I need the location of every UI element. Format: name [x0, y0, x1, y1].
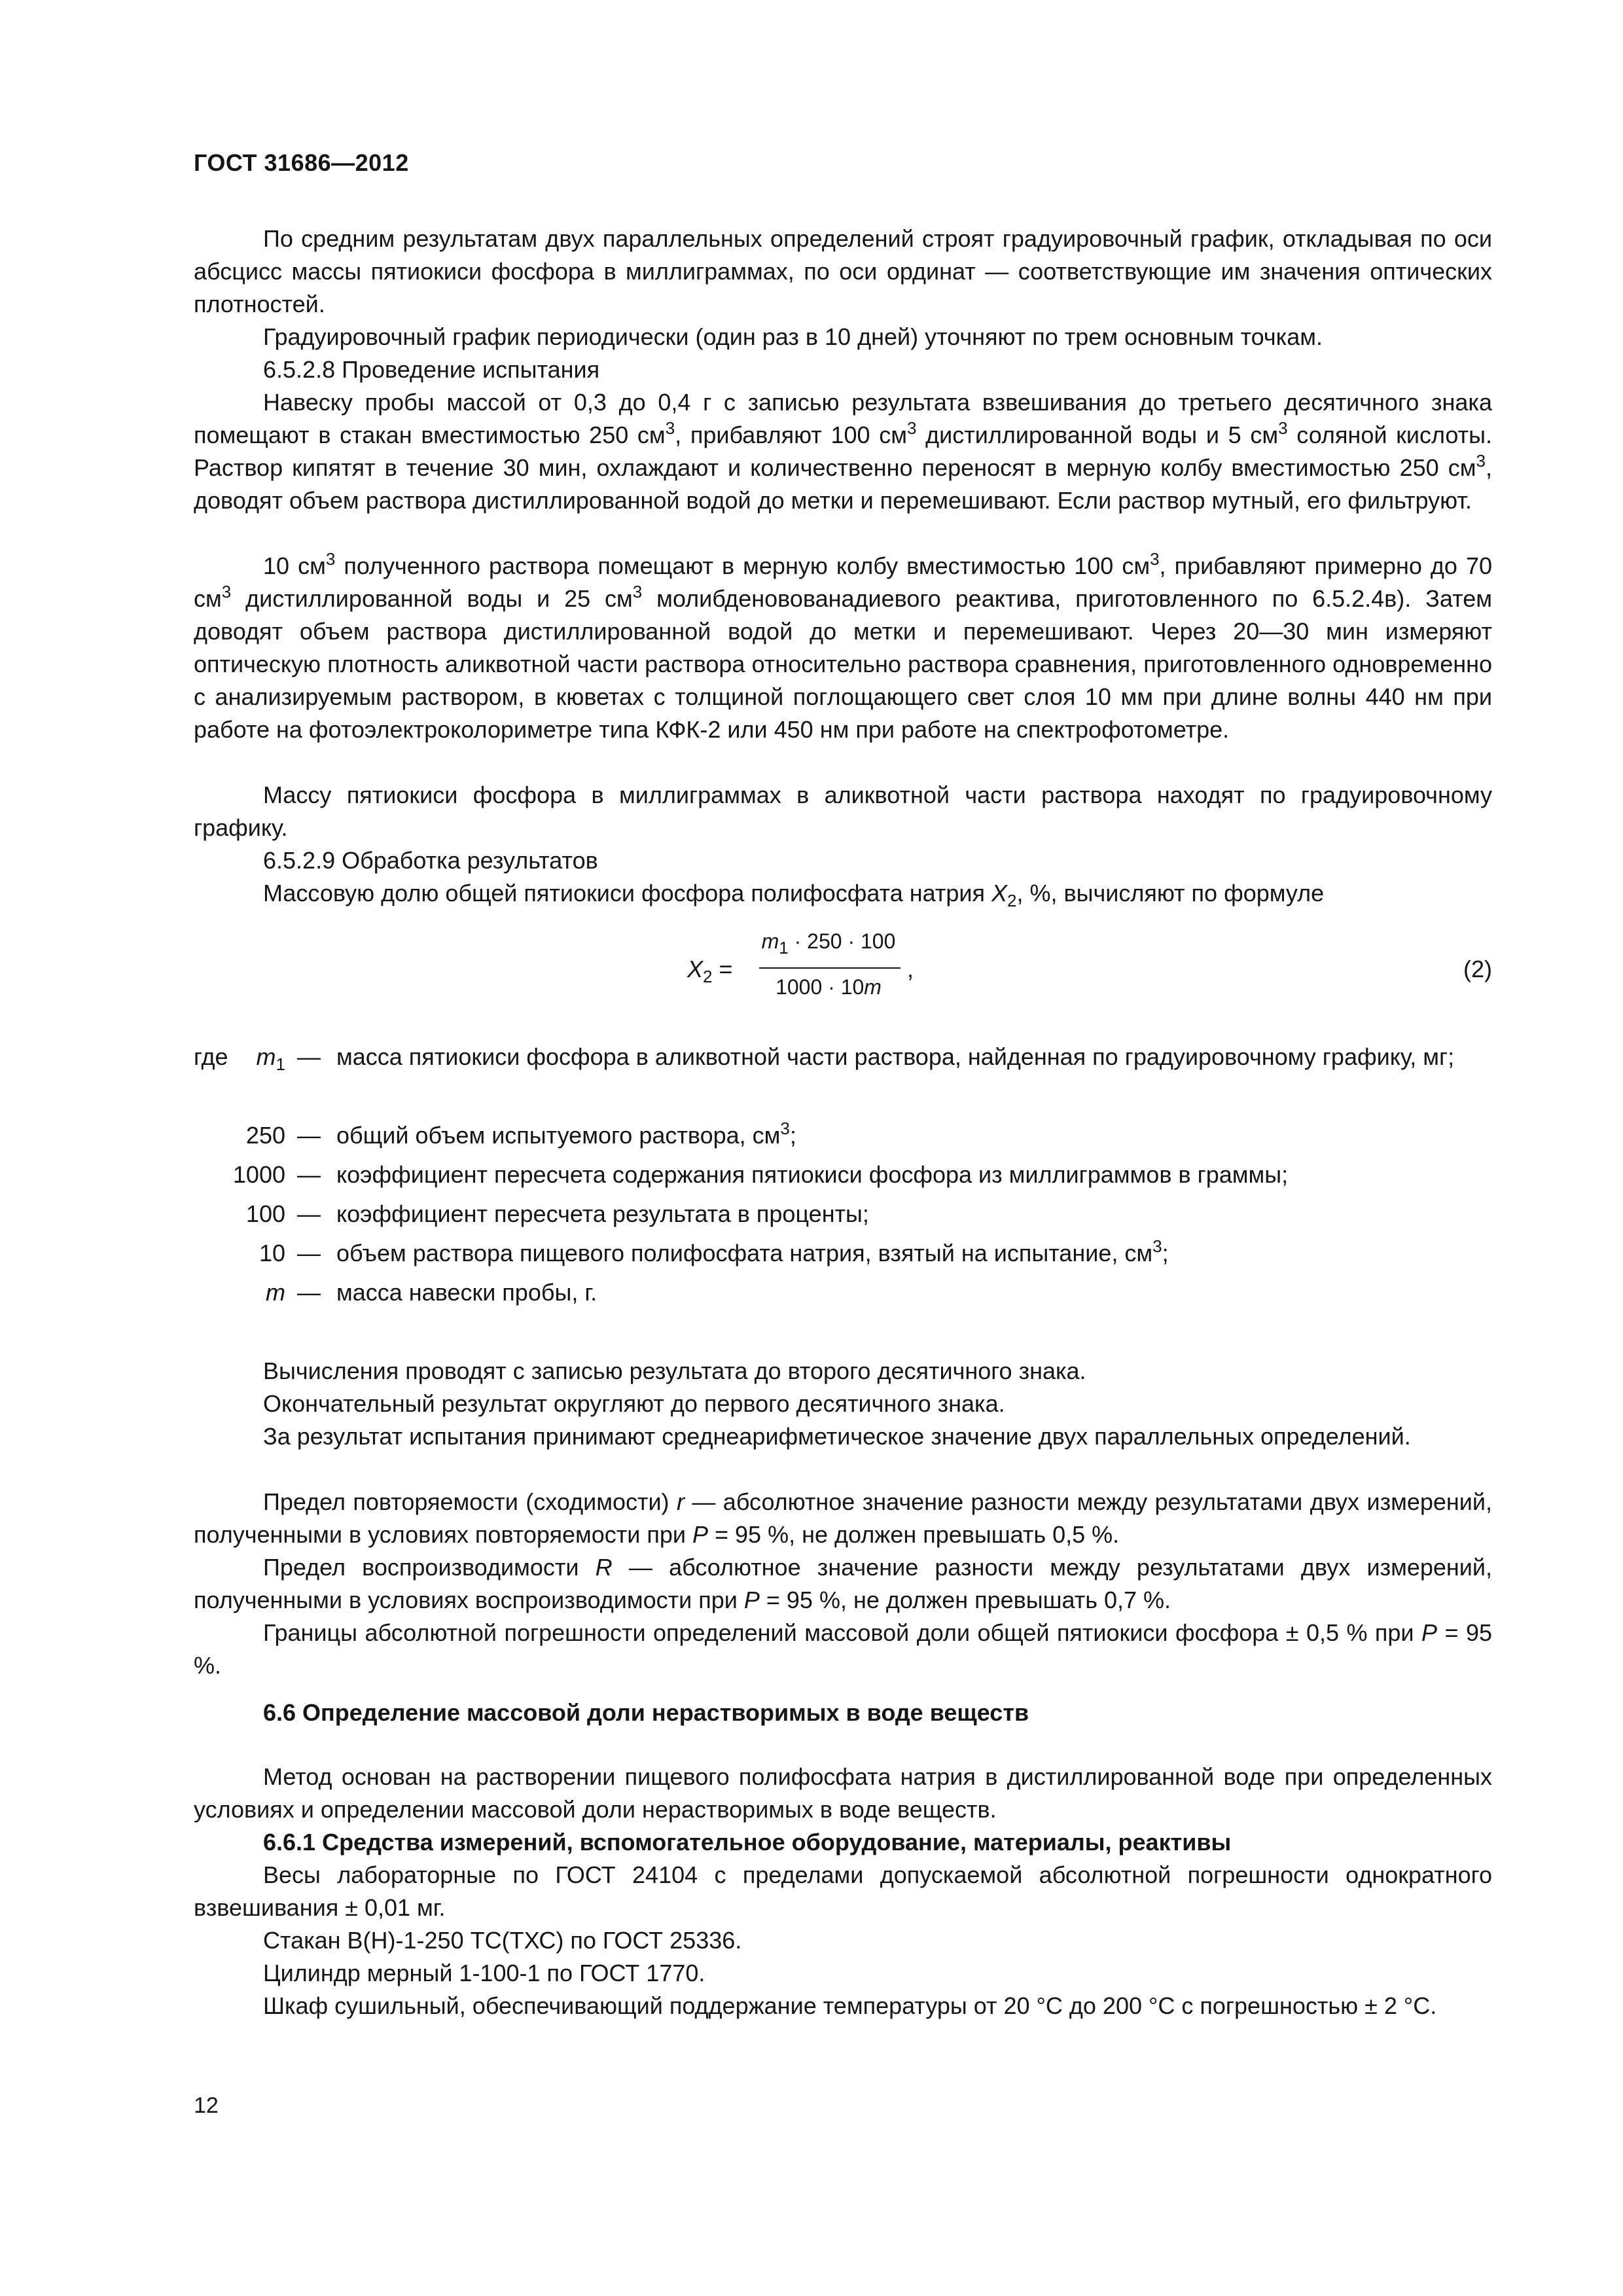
- subsection-heading-results: 6.5.2.9 Обработка результатов: [263, 847, 598, 874]
- paragraph-mass-from-graph: Массу пятиокиси фосфора в миллиграммах в аликвотной части раствора находят по градуировочному графику.: [194, 781, 1492, 841]
- paragraph-method-basis: Метод основан на растворении пищевого полифосфата натрия в дистиллированной воде при определенных условиях и определении массовой доли нерастворимых в воде веществ.: [194, 1763, 1492, 1823]
- paragraph-optical-measurement: 10 $см^3$ полученного раствора помещают в мерную колбу вместимостью 100 $см^3$, прибавляют примерно до 70 $см^3$ дистиллированной воды и 25 $см^3$ молибденовованадиевого реактива, приготовленного по 6.5.2.4в). Затем доводят объем раствора дистиллированной водой до метки и перемешивают. Через 20—30 мин измеряют оптическую плотность аликвотной части раствора относительно раствора сравнения, приготовленного одновременно с анализируемым раствором, в кюветах с толщиной поглощающего свет слоя 10 мм при длине волны 440 нм при работе на фотоэлектроколориметре типа КФК-2 или 450 нм при работе на спектрофотометре.: [194, 549, 1492, 743]
- paragraph-rounding: Окончательный результат округляют до первого десятичного знака.: [263, 1390, 1005, 1417]
- page-number: 12: [194, 2093, 219, 2118]
- paragraph-calibration-update: Градуировочный график периодически (один раз в 10 дней) уточняют по трем основным точкам.: [263, 323, 1323, 350]
- paragraph-reproducibility: Предел воспроизводимости R — абсолютное значение разности между результатами двух измерений, полученными в условиях воспроизводимости при P = 95 %, не должен превышать 0,7 %.: [194, 1554, 1492, 1613]
- equipment-item-scales: Весы лабораторные по ГОСТ 24104 с пределами допускаемой абсолютной погрешности однократного взвешивания ± 0,01 мг.: [194, 1861, 1492, 1921]
- variable-legend: [194, 1041, 1492, 1316]
- equipment-item-cylinder: Цилиндр мерный 1-100-1 по ГОСТ 1770.: [263, 1960, 705, 1986]
- fraction-bar: [759, 967, 901, 969]
- legend-row-m: m — масса навески пробы, г.: [266, 1279, 597, 1306]
- section-heading-6-6: 6.6 Определение массовой доли нерастворимых в воде веществ: [263, 1699, 1029, 1726]
- paragraph-calibration-graph: По средним результатам двух параллельных определений строят градуировочный график, откладывая по оси абсцисс массы пятиокиси фосфора в миллиграммах, по оси ординат — соответствующие им значения оптических плотностей.: [194, 225, 1492, 317]
- formula-lhs: $X_2$ =: [687, 956, 733, 986]
- legend-row-m1: где $m_1$ — масса пятиокиси фосфора в аликвотной части раствора, найденная по градуировочному графику, мг;: [194, 1043, 1455, 1074]
- paragraph-calc-precision: Вычисления проводят с записью результата до второго десятичного знака.: [263, 1357, 1086, 1384]
- legend-row-10: 10 — объем раствора пищевого полифосфата натрия, взятый на испытание, $см^3$;: [259, 1236, 1169, 1266]
- formula-denominator: 1000 · 10m: [776, 975, 882, 999]
- legend-row-100: 100 — коэффициент пересчета результата в проценты;: [245, 1200, 869, 1227]
- equipment-item-beaker: Стакан В(Н)-1-250 ТС(ТХС) по ГОСТ 25336.: [263, 1927, 742, 1954]
- subsection-heading-test: 6.5.2.8 Проведение испытания: [263, 356, 600, 383]
- paragraph-formula-intro: Массовую долю общей пятиокиси фосфора полифосфата натрия $X_2$, %, вычисляют по формуле: [263, 880, 1325, 910]
- paragraph-error-bounds: Границы абсолютной погрешности определений массовой доли общей пятиокиси фосфора ± 0,5 % при P = 95 %.: [194, 1619, 1492, 1679]
- legend-row-250: 250 — общий объем испытуемого раствора, $см^3$;: [245, 1119, 796, 1149]
- paragraph-repeatability: Предел повторяемости (сходимости) r — абсолютное значение разности между результатами двух измерений, полученными в условиях повторяемости при P = 95 %, не должен превышать 0,5 %.: [194, 1488, 1492, 1548]
- document-header: ГОСТ 31686—2012: [194, 149, 409, 176]
- paragraph-result-mean: За результат испытания принимают среднеарифметическое значение двух параллельных определений.: [263, 1423, 1411, 1450]
- equipment-item-oven: Шкаф сушильный, обеспечивающий поддержание температуры от 20 °С до 200 °С с погрешностью ± 2 °С.: [263, 1992, 1437, 2019]
- formula-x2: [687, 929, 1492, 1014]
- paragraph-sample-prep: Навеску пробы массой от 0,3 до 0,4 г с записью результата взвешивания до третьего десятичного знака помещают в стакан вместимостью 250 $см^3$, прибавляют 100 $см^3$ дистиллированной воды и 5 $см^3$ соляной кислоты. Раствор кипятят в течение 30 мин, охлаждают и количественно переносят в мерную колбу вместимостью 250 $см^3$, доводят объем раствора дистиллированной водой до метки и перемешивают. Если раствор мутный, его фильтруют.: [194, 389, 1493, 514]
- formula-numerator: $m_1 \cdot 250 \cdot 100$: [761, 929, 896, 958]
- formula-number: (2): [1463, 956, 1492, 982]
- subsection-heading-6-6-1: 6.6.1 Средства измерений, вспомогательное оборудование, материалы, реактивы: [263, 1829, 1232, 1856]
- legend-row-1000: 1000 — коэффициент пересчета содержания пятиокиси фосфора из миллиграммов в граммы;: [232, 1161, 1289, 1188]
- formula-comma: ,: [907, 956, 914, 982]
